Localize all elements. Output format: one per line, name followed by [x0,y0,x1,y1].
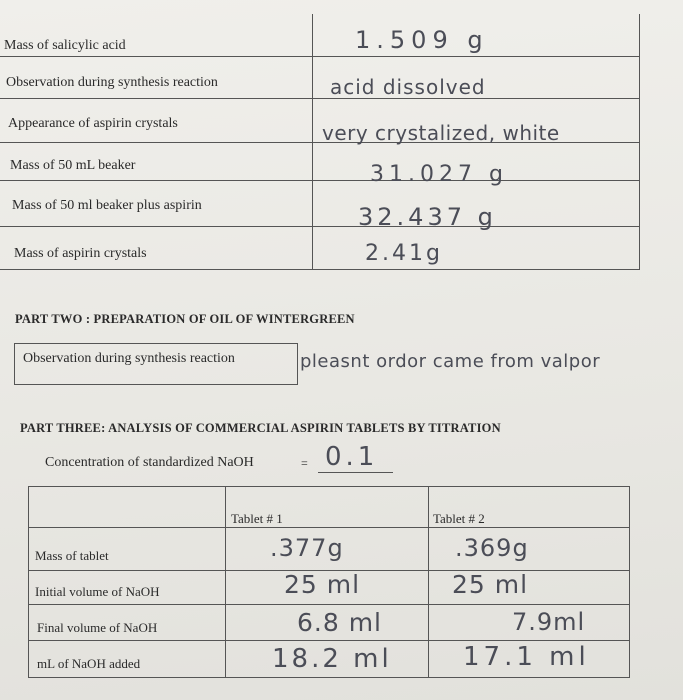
handwritten-value: 1.509 g [355,26,489,54]
section-heading: PART THREE: ANALYSIS OF COMMERCIAL ASPIRIN TABLETS BY TITRATION [20,421,501,435]
handwritten-value: 25 ml [452,570,529,599]
handwritten-value: 7.9ml [512,608,586,636]
column-header: Tablet # 2 [433,511,485,526]
handwritten-value: 25 ml [284,570,361,599]
handwritten-value: 18.2 ml [272,644,392,674]
row-label: mL of NaOH added [37,656,141,671]
row-label: Initial volume of NaOH [35,584,160,599]
answer-underline [318,472,393,473]
column-divider [225,487,226,677]
part-two-box [14,343,298,385]
handwritten-value: pleasnt ordor came from valpor [300,351,601,372]
table-row [0,226,640,270]
table-row [0,14,640,57]
handwritten-value: 31.027 g [370,162,508,187]
column-header: Tablet # 1 [231,511,283,526]
handwritten-value: .369g [455,534,529,562]
handwritten-value: 6.8 ml [297,608,383,637]
equals-sign: = [301,456,308,470]
row-label: Appearance of aspirin crystals [8,116,178,131]
row-label: Mass of salicylic acid [4,38,126,53]
row-label: Mass of 50 ml beaker plus aspirin [12,198,202,213]
row-label: Mass of aspirin crystals [14,246,147,261]
table-row [0,180,640,227]
table-row [0,142,640,181]
row-label: Observation during synthesis reaction [6,75,218,90]
column-divider [428,487,429,677]
handwritten-value: very crystalized, white [322,121,560,145]
row-divider [29,640,629,641]
row-label: Mass of 50 mL beaker [10,158,136,173]
handwritten-value: 32.437 g [358,203,497,231]
row-label: Final volume of NaOH [37,620,158,635]
row-divider [29,527,629,528]
row-label: Mass of tablet [35,548,109,563]
table-row [0,56,640,99]
handwritten-value: 17.1 ml [463,642,590,672]
handwritten-value: 0.1 [325,442,379,472]
handwritten-value: 2.41g [365,241,443,266]
concentration-label: Concentration of standardized NaOH [45,455,254,470]
row-divider [29,604,629,605]
handwritten-value: .377g [270,534,344,562]
handwritten-value: acid dissolved [330,75,486,99]
section-heading: PART TWO : PREPARATION OF OIL OF WINTERGREEN [15,312,355,326]
row-label: Observation during synthesis reaction [23,351,235,366]
